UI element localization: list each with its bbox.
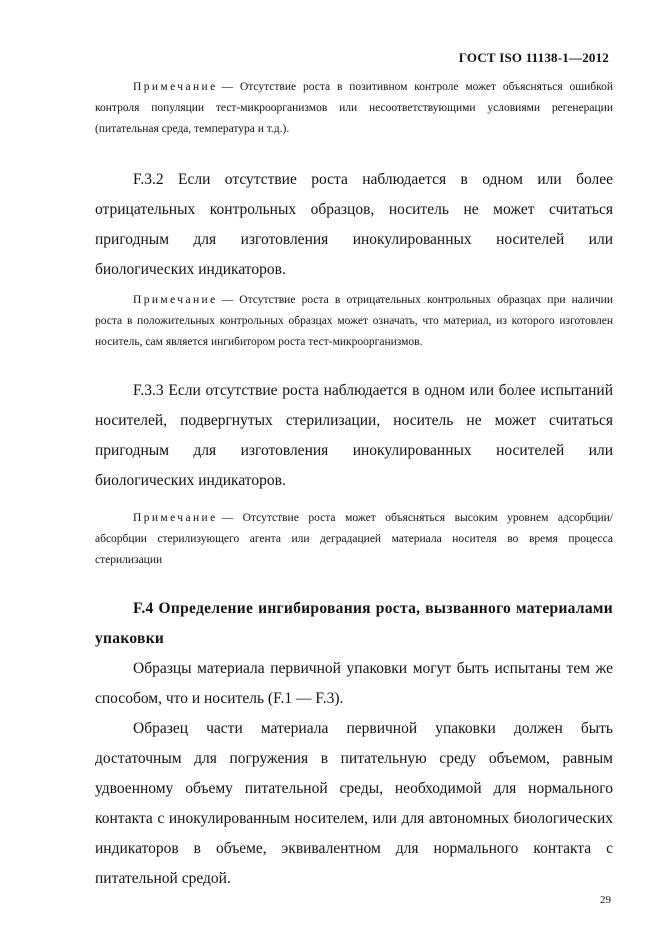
note-label: Примечание — [133, 294, 218, 306]
note-2-text: — Отсутствие роста в отрицательных контрольных образцах при наличии роста в положительных контрольных образцах может означать, что материал, из которого изготовлен носитель, сам является ингибитором роста тест-микроорганизмов. — [95, 294, 613, 348]
note-3 — [95, 508, 613, 571]
note-label: Примечание — [133, 512, 218, 524]
note-3-text: — Отсутствие роста может объясняться высоким уровнем адсорбции/абсорбции стерилизующего агента или деградацией материала носителя во время процесса стерилизации — [95, 512, 613, 566]
paragraph-f3-2-text: F.3.2 Если отсутствие роста наблюдается в одном или более отрицательных контрольных образцов, носитель не может считаться пригодным для изготовления инокулированных носителей или биологических индикаторов. — [95, 171, 613, 278]
paragraph-f4-2: Образец части материала первичной упаковки должен быть достаточным для погружения в питательную среду объемом, равным удвоенному объему питательной среды, необходимой для нормального контакта с инокулированным носителем, или для автономных биологических индикаторов в объеме, эквивалентном для нормального контакта с питательной средой. — [95, 720, 613, 887]
section-f4-heading: F.4 Определение ингибирования роста, вызванного материалами упаковки — [95, 600, 613, 647]
note-1 — [95, 77, 613, 140]
section-f4 — [95, 594, 613, 894]
paragraph-f3-3 — [95, 376, 613, 496]
paragraph-f3-3-text: F.3.3 Если отсутствие роста наблюдается в одном или более испытаний носителей, подвергнутых стерилизации, носитель не может считаться пригодным для изготовления инокулированных носителей или биологических индикаторов. — [95, 382, 613, 489]
paragraph-f4-1: Образцы материала первичной упаковки могут быть испытаны тем же способом, что и носитель (F.1 — F.3). — [95, 660, 613, 707]
note-1-text: — Отсутствие роста в позитивном контроле может объясняться ошибкой контроля популяции тест-микроорганизмов или несоответствующими условиями регенерации (питательная среда, температура и т.д.). — [95, 81, 613, 135]
paragraph-f3-2 — [95, 165, 613, 285]
page-number: 29 — [600, 894, 611, 906]
document-header: ГОСТ ISO 11138-1—2012 — [458, 50, 609, 65]
note-2 — [95, 290, 613, 353]
note-label: Примечание — [133, 81, 218, 93]
